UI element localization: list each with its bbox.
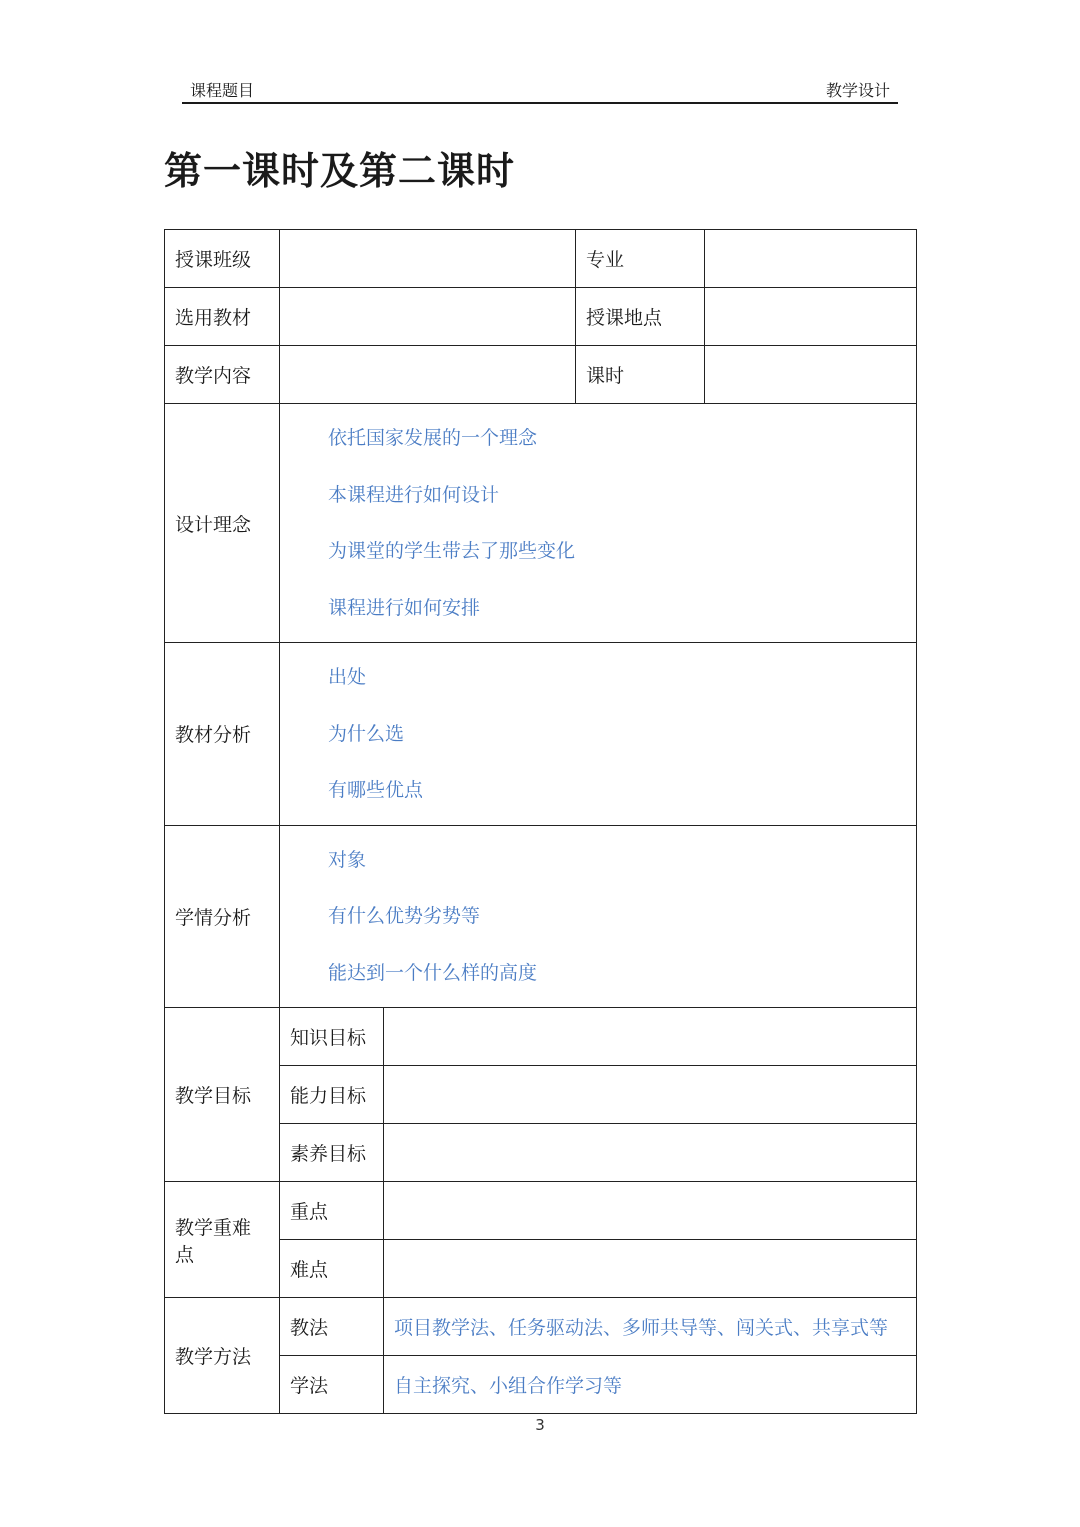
info-row [165, 288, 917, 346]
difficult-point-field[interactable] [384, 1240, 917, 1298]
teaching-method-label: 教法 [280, 1298, 384, 1356]
methods-label: 教学方法 [165, 1298, 280, 1414]
design-label: 设计理念 [165, 404, 280, 643]
goals-label: 教学目标 [165, 1008, 280, 1182]
textbook-label: 选用教材 [165, 288, 280, 346]
ability-goal-field[interactable] [384, 1066, 917, 1124]
students-row [165, 825, 917, 1008]
location-label: 授课地点 [576, 288, 705, 346]
content-field[interactable] [280, 346, 576, 404]
literacy-goal-field[interactable] [384, 1124, 917, 1182]
document-type-label: 教学设计 [825, 81, 890, 100]
location-field[interactable] [705, 288, 917, 346]
major-label: 专业 [576, 230, 705, 288]
students-item: 有什么优势劣势等 [328, 905, 481, 927]
page-header [182, 74, 898, 104]
key-point-label: 重点 [280, 1182, 384, 1240]
class-field[interactable] [280, 230, 576, 288]
course-title-label: 课程题目 [190, 81, 255, 100]
students-item: 能达到一个什么样的高度 [328, 961, 538, 984]
material-item: 有哪些优点 [328, 779, 424, 801]
design-item: 本课程进行如何设计 [328, 483, 500, 506]
knowledge-goal-label: 知识目标 [280, 1008, 384, 1066]
design-item: 课程进行如何安排 [328, 596, 481, 619]
literacy-goal-label: 素养目标 [280, 1124, 384, 1182]
students-item: 对象 [328, 848, 367, 871]
info-row [165, 346, 917, 404]
goal-row [165, 1008, 917, 1066]
content-label: 教学内容 [165, 346, 280, 404]
lesson-plan-table [164, 229, 917, 1414]
knowledge-goal-field[interactable] [384, 1008, 917, 1066]
hours-field[interactable] [705, 346, 917, 404]
material-label: 教材分析 [165, 643, 280, 826]
keypoint-row [165, 1182, 917, 1240]
learning-method-label: 学法 [280, 1356, 384, 1414]
textbook-field[interactable] [280, 288, 576, 346]
key-point-field[interactable] [384, 1182, 917, 1240]
material-item: 为什么选 [328, 722, 405, 745]
design-row [165, 404, 917, 643]
page-title: 第一课时及第二课时 [164, 149, 516, 193]
design-item: 为课堂的学生带去了那些变化 [328, 540, 576, 562]
class-label: 授课班级 [165, 230, 280, 288]
design-item: 依托国家发展的一个理念 [328, 427, 538, 449]
teaching-method-value[interactable]: 项目教学法、任务驱动法、多师共导等、闯关式、共享式等 [384, 1298, 917, 1356]
major-field[interactable] [705, 230, 917, 288]
ability-goal-label: 能力目标 [280, 1066, 384, 1124]
hours-label: 课时 [576, 346, 705, 404]
difficult-point-label: 难点 [280, 1240, 384, 1298]
method-row [165, 1298, 917, 1356]
design-content[interactable] [280, 404, 917, 643]
page-number: 3 [535, 1416, 545, 1434]
material-row [165, 643, 917, 826]
learning-method-value[interactable]: 自主探究、小组合作学习等 [384, 1356, 917, 1414]
students-label: 学情分析 [165, 825, 280, 1008]
info-row [165, 230, 917, 288]
keypoints-label: 教学重难点 [165, 1182, 280, 1298]
students-content[interactable] [280, 825, 917, 1008]
material-item: 出处 [328, 666, 367, 688]
material-content[interactable] [280, 643, 917, 826]
